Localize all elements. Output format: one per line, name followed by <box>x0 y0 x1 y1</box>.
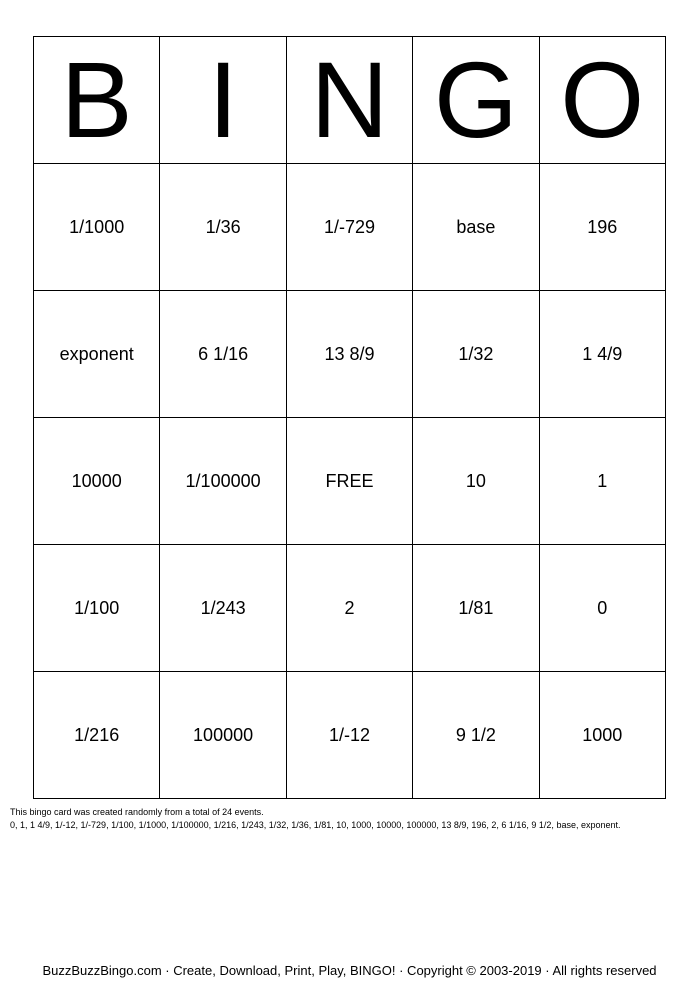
card-cell: 1000 <box>539 672 665 799</box>
card-row-5 <box>34 672 666 799</box>
card-cell: 10 <box>413 418 539 545</box>
card-cell: 1/100 <box>34 545 160 672</box>
card-row-3 <box>34 418 666 545</box>
card-cell: 1/81 <box>413 545 539 672</box>
card-cell: 1/32 <box>413 291 539 418</box>
header-letter-i: I <box>160 37 286 164</box>
card-cell: 1 4/9 <box>539 291 665 418</box>
card-row-2 <box>34 291 666 418</box>
card-cell: base <box>413 164 539 291</box>
header-letter-g: G <box>413 37 539 164</box>
card-cell: 10000 <box>34 418 160 545</box>
header-letter-n: N <box>286 37 412 164</box>
card-cell: 196 <box>539 164 665 291</box>
card-cell: 1/100000 <box>160 418 286 545</box>
card-cell: 1/216 <box>34 672 160 799</box>
page-footer: BuzzBuzzBingo.com · Create, Download, Print, Play, BINGO! · Copyright © 2003-2019 · All rights reserved <box>42 963 657 978</box>
free-space-cell: FREE <box>286 418 412 545</box>
card-cell: 13 8/9 <box>286 291 412 418</box>
card-cell: exponent <box>34 291 160 418</box>
card-note-summary: This bingo card was created randomly from a total of 24 events. <box>10 807 264 817</box>
header-row <box>34 37 666 164</box>
card-cell: 1/1000 <box>34 164 160 291</box>
card-cell: 9 1/2 <box>413 672 539 799</box>
card-note-events-list: 0, 1, 1 4/9, 1/-12, 1/-729, 1/100, 1/1000, 1/100000, 1/216, 1/243, 1/32, 1/36, 1/81, 10, 1000, 10000, 100000, 13 8/9, 196, 2, 6 1/16, 9 1/2, base, exponent. <box>10 820 621 830</box>
card-cell: 1/36 <box>160 164 286 291</box>
card-row-1 <box>34 164 666 291</box>
card-cell: 1/243 <box>160 545 286 672</box>
card-cell: 0 <box>539 545 665 672</box>
card-cell: 1/-729 <box>286 164 412 291</box>
bingo-card <box>33 36 666 799</box>
card-row-4 <box>34 545 666 672</box>
card-cell: 100000 <box>160 672 286 799</box>
header-letter-o: O <box>539 37 665 164</box>
card-cell: 2 <box>286 545 412 672</box>
card-cell: 1 <box>539 418 665 545</box>
card-note <box>10 806 690 832</box>
card-cell: 6 1/16 <box>160 291 286 418</box>
header-letter-b: B <box>34 37 160 164</box>
card-cell: 1/-12 <box>286 672 412 799</box>
